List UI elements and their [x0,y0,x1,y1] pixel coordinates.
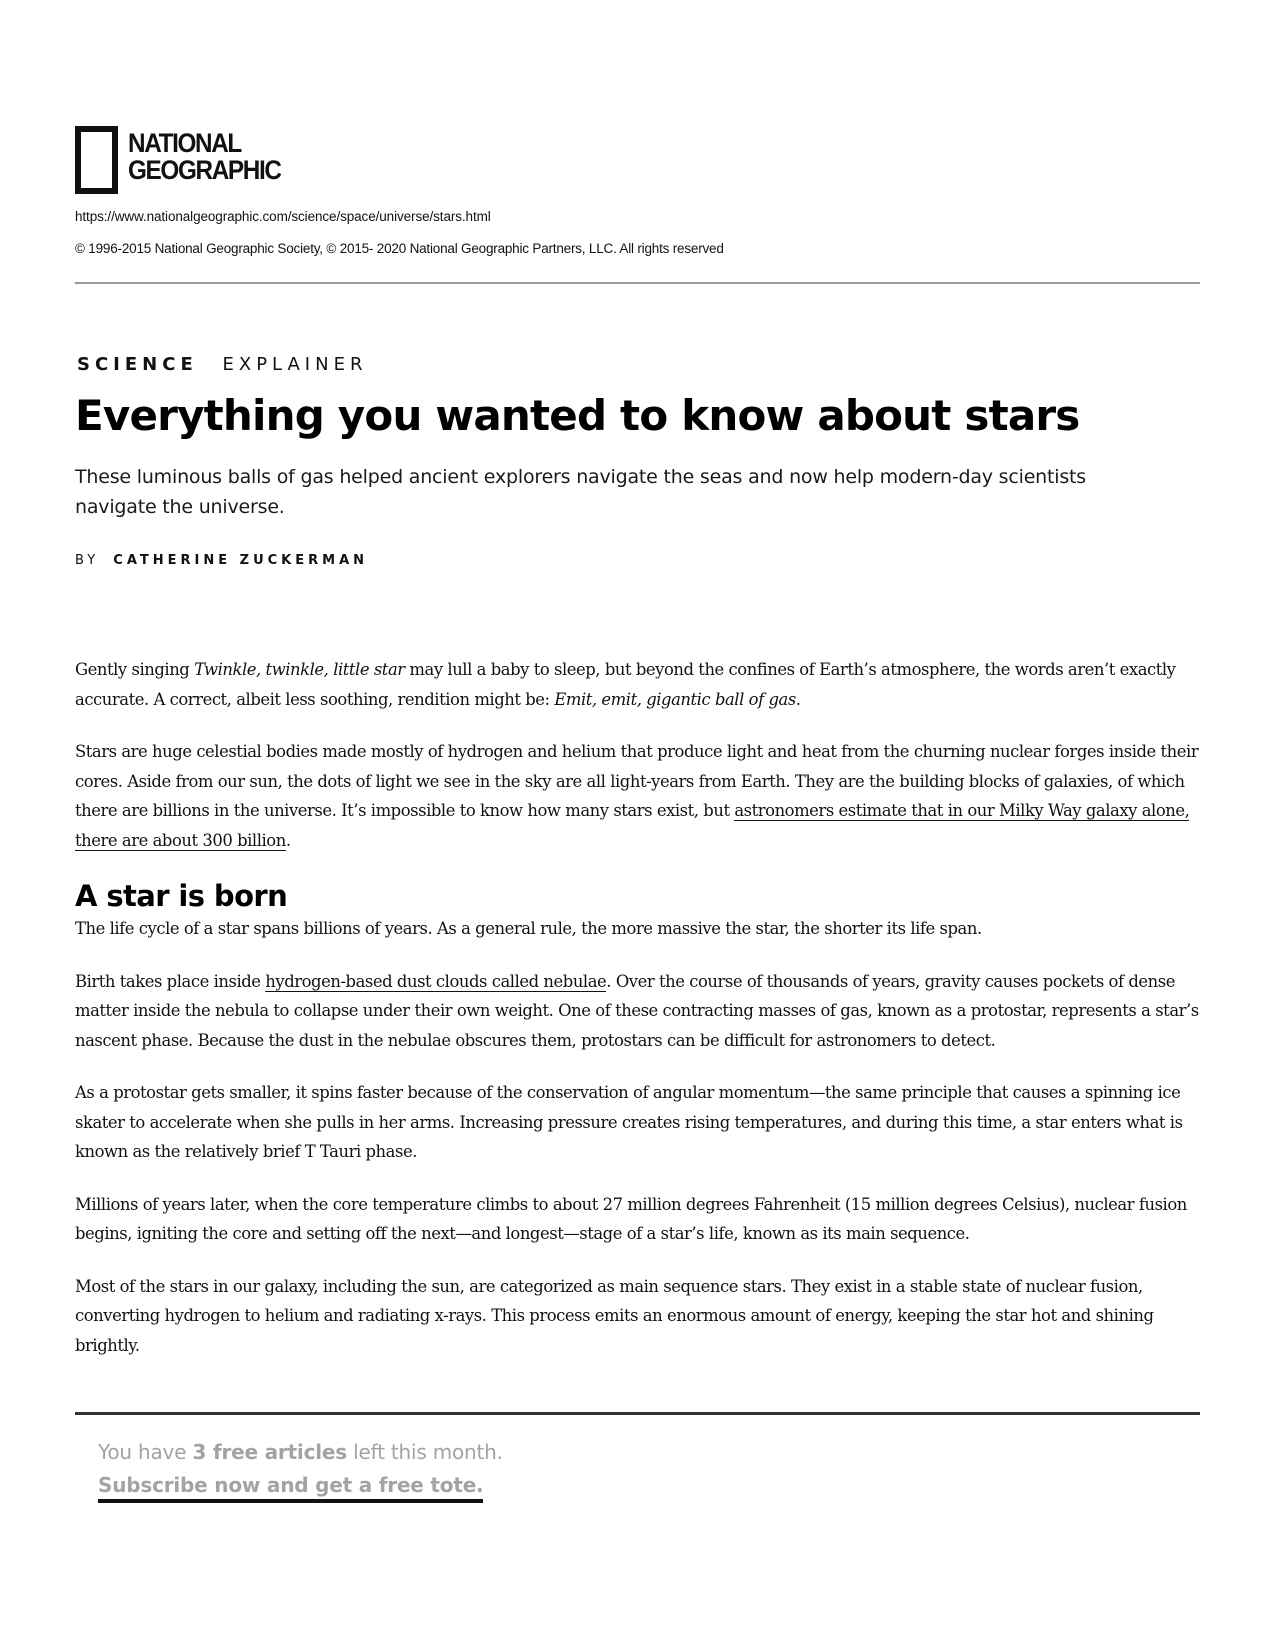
kicker-type: EXPLAINER [222,354,368,375]
logo-line-1: NATIONAL [128,128,241,158]
text: . [285,830,291,850]
copyright-notice: © 1996-2015 National Geographic Society, © 2015- 2020 National Geographic Partners, LLC. All rights reserved [75,241,724,256]
text: Stars are huge celestial bodies made mostly of hydrogen and helium that produce light and heat from the churning nuclear forges inside their cores. Aside from our sun, the dots of light we see in the sky are all light-years from Earth. They are the building blocks of galaxies, of which there are billions in the universe. It’s impossible to know how many stars exist, but [75,742,1199,820]
header-divider [75,282,1200,284]
italic-text: Emit, emit, gigantic ball of gas [554,689,796,709]
byline [75,553,368,568]
article-body [75,655,1200,1383]
paragraph-1 [75,655,1200,714]
byline-prefix: BY [75,553,100,568]
text: Birth takes place inside [75,971,266,991]
text: Gently singing [75,660,195,679]
article-title: Everything you wanted to know about stars [75,391,1080,440]
text: may lull a baby to sleep, but beyond the confines of Earth’s atmosphere, the words aren’t exactly accurate. A correct, albeit less soothing, rendition might be: [75,660,1176,709]
subscribe-link[interactable]: Subscribe now and get a free tote. [98,1471,483,1503]
text: You have [98,1440,193,1464]
free-articles-count: 3 free articles [192,1440,347,1464]
paragraph-2 [75,737,1200,855]
text: . Over the course of thousands of years, gravity causes pockets of dense matter inside the nebula to collapse under their own weight. One of these contracting masses of gas, known as a protostar, represents a star’s nascent phase. Because the dust in the nebulae obscures them, protostars can be difficult for astronomers to detect. [75,971,1199,1050]
paywall-notice [98,1436,503,1503]
paragraph-7: Most of the stars in our galaxy, including the sun, are categorized as main sequence stars. They exist in a stable state of nuclear fusion, converting hydrogen to helium and radiating x-rays. This process emits an enormous amount of energy, keeping the star hot and shining brightly. [75,1276,1154,1355]
free-articles-message [98,1436,503,1469]
text: . [795,689,801,709]
logo-line-2: GEOGRAPHIC [128,155,281,185]
kicker-section[interactable]: SCIENCE [77,354,198,375]
yellow-border-rectangle-icon [75,126,118,194]
paragraph-5: As a protostar gets smaller, it spins faster because of the conservation of angular momentum—the same principle that causes a spinning ice skater to accelerate when she pulls in her arms. Increasing pressure creates rising temperatures, and during this time, a star enters what is known as the relatively brief T Tauri phase. [75,1083,1183,1161]
text: left this month. [346,1440,503,1464]
article-dek: These luminous balls of gas helped ancient explorers navigate the seas and now help modern-day scientists navigate the universe. [75,466,1087,518]
paragraph-6: Millions of years later, when the core temperature climbs to about 27 million degrees Fahrenheit (15 million degrees Celsius), nuclear fusion begins, igniting the core and setting off the next—and longest—stage of a star’s life, known as its main sequence. [75,1194,1187,1243]
milky-way-estimate-link[interactable]: astronomers estimate that in our Milky Way galaxy alone, there are about 300 billion [75,801,1190,850]
national-geographic-logo[interactable] [75,126,298,190]
section-heading: A star is born [75,879,288,913]
byline-author[interactable]: CATHERINE ZUCKERMAN [113,553,369,568]
paywall-divider [75,1412,1200,1415]
paragraph-3: The life cycle of a star spans billions of years. As a general rule, the more massive the star, the shorter its life span. [75,919,982,938]
logo-wordmark [128,130,281,184]
paragraph-4 [75,967,1200,1056]
italic-text: Twinkle, twinkle, little star [194,660,405,679]
source-url[interactable]: https://www.nationalgeographic.com/science/space/universe/stars.html [75,209,491,224]
nebulae-link[interactable]: hydrogen-based dust clouds called nebulae [265,971,607,991]
article-kicker [77,354,367,375]
